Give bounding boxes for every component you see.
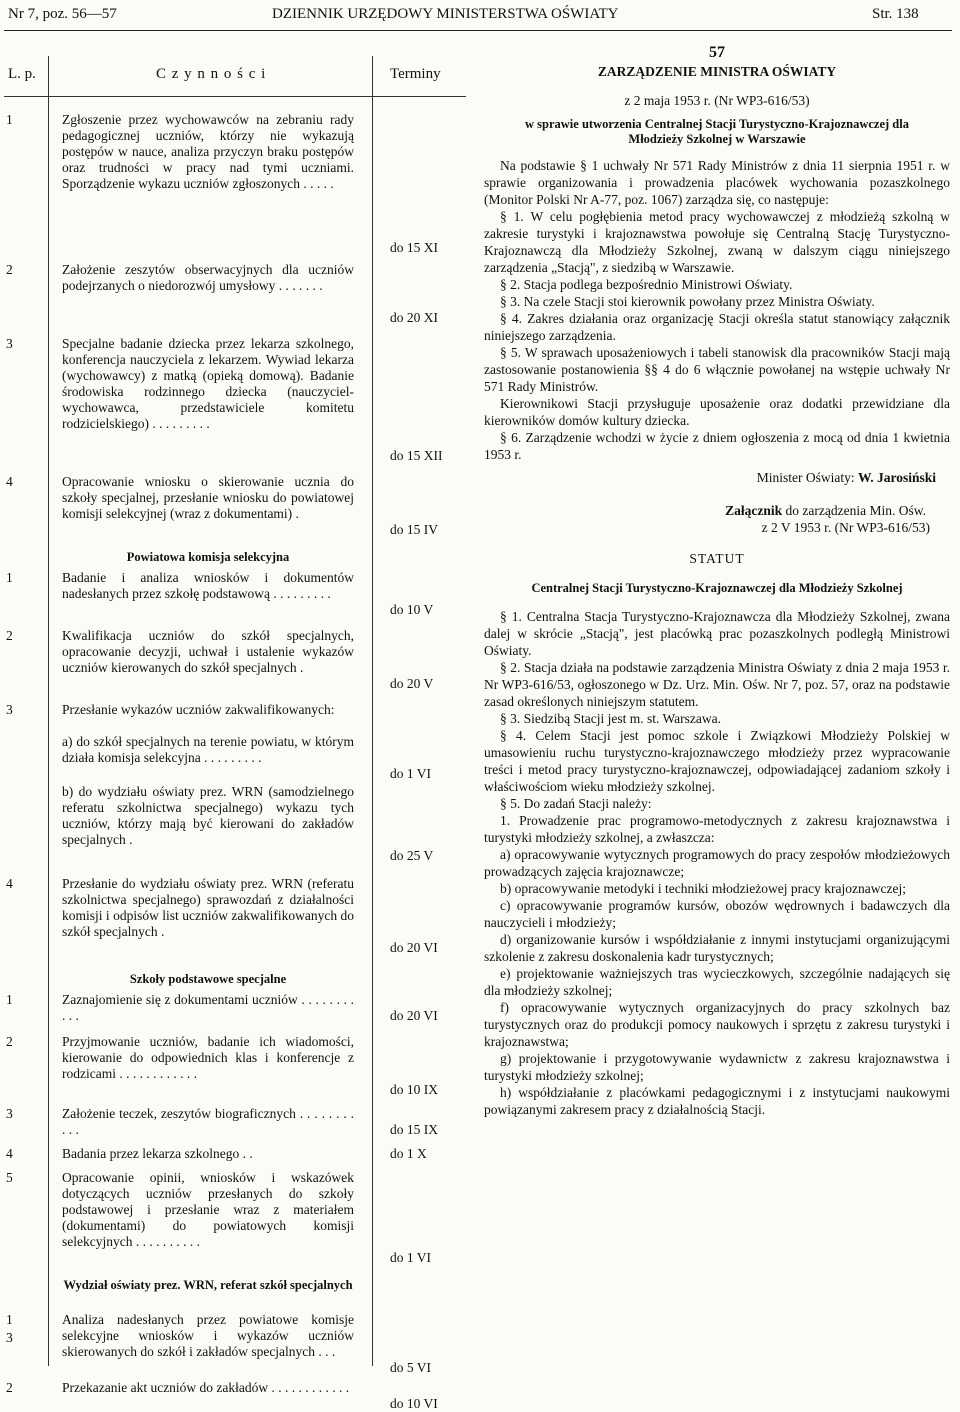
row-number: 3 — [6, 1330, 13, 1345]
table-row — [0, 876, 470, 956]
paragraph-6: § 6. Zarządzenie wchodzi w życie z dniem ogłoszenia z mocą od dnia 1 kwietnia 1953 r. — [484, 430, 950, 462]
paragraph-1: § 1. W celu pogłębienia metod pracy wychowawczej z młodzieżą szkolną w zakresie turystyki i krajoznawstwa powołuje się Centralną Stację Turystyczno-Krajoznawczą dla Młodzieży Szkolnej, zwaną w dalszym ciągu niniejszego zarządzenia „Stacją", z siedzibą w Warszawie. — [484, 209, 950, 275]
row-term: do 20 XI — [390, 310, 438, 325]
row-activity: Założenie zeszytów obserwacyjnych dla uczniów podejrzanych o niedorozwój umysłowy . . . . . . . — [62, 262, 354, 293]
table-row — [0, 628, 470, 692]
row-number: 2 — [6, 262, 13, 277]
row-number: 3 — [6, 702, 13, 717]
issue-ref: Nr 7, poz. 56—57 — [8, 6, 117, 22]
statute-item-c: c) opracowywanie programów kursów, obozów wędrownych i badawczych dla nauczycieli i młodzieży; — [484, 898, 950, 930]
table-row — [0, 784, 470, 864]
row-number: 2 — [6, 1034, 13, 1049]
row-activity: Zaznajomienie się z dokumentami uczniów . . . . . . . . . . . — [62, 992, 354, 1023]
table-row — [0, 1146, 470, 1162]
statute-item-h: h) współdziałanie z placówkami pedagogicznymi i z instytucjami naukowymi powiązanymi zakresem pracy z działalnością Stacji. — [484, 1085, 950, 1117]
paragraph-2: § 2. Stacja podlega bezpośrednio Ministrowi Oświaty. — [500, 277, 793, 292]
row-number: 1 — [6, 570, 13, 585]
row-activity: Założenie teczek, zeszytów biograficznych . . . . . . . . . . . — [62, 1106, 354, 1137]
row-term: do 10 V — [390, 602, 434, 617]
annex-label: Załącznik — [725, 503, 783, 518]
statute-item-b: b) opracowywanie metodyki i techniki młodzieżowej pracy krajoznawczej; — [500, 881, 906, 896]
row-number: 1 — [6, 992, 13, 1007]
statute-title: STATUT — [689, 551, 745, 566]
statute-paragraph-5: § 5. Do zadań Stacji należy: — [500, 796, 652, 811]
table-row — [0, 702, 470, 734]
journal-title: DZIENNIK URZĘDOWY MINISTERSTWA OŚWIATY — [272, 6, 619, 22]
statute-paragraph-4: § 4. Celem Stacji jest pomoc szkole i Związkowi Młodzieży Polskiej w umasowieniu ruchu turystyczno-krajoznawczego młodzieży przez wypracowanie treści i metod pracy turystyczno-krajoznawczej, odpowiadającej zadaniom szkoły i właściwościom wieku młodzieży szkolnej. — [484, 728, 950, 794]
row-activity: Przekazanie akt uczniów do zakładów . . . . . . . . . . . . — [62, 1380, 350, 1395]
row-activity: Analiza nadesłanych przez powiatowe komisje selekcyjne wniosków i wykazów uczniów skierowanych do szkół i zakładów specjalnych . . . — [62, 1312, 354, 1359]
statute-paragraph-1: § 1. Centralna Stacja Turystyczno-Krajoznawcza dla Młodzieży Szkolnej, zwana dalej w skrócie „Stacją", jest placówką prac pozaszkolnych podległą Ministrowi Oświaty. — [484, 609, 950, 658]
annex-reference: z 2 V 1953 r. (Nr WP3-616/53) — [761, 520, 930, 535]
row-term: do 10 IX — [390, 1082, 438, 1097]
table-row — [0, 474, 470, 538]
row-activity: Przesłanie do wydziału oświaty prez. WRN (referatu szkolnictwa specjalnego) sprawozdań z działalności komisji i odpisów list uczniów zakwalifikowanych do szkół specjalnych . — [62, 876, 354, 939]
document-number: 57 — [709, 44, 725, 61]
row-term: do 5 VI — [390, 1360, 432, 1375]
row-number: 4 — [6, 876, 13, 891]
document-intro: Na podstawie § 1 uchwały Nr 571 Rady Ministrów z dnia 11 sierpnia 1951 r. w sprawie organizowania i prowadzenia placówek wychowania pozaszkolnego (Monitor Polski Nr A-77, poz. 1067) zarządza się, co następuje: — [484, 158, 950, 207]
table-row — [0, 1380, 470, 1412]
section-heading-powiat: Powiatowa komisja selekcyjna — [126, 550, 290, 564]
section-heading-szkoly: Szkoły podstawowe specjalne — [129, 972, 287, 986]
row-activity: Zgłoszenie przez wychowawców na zebraniu rady pedagogicznej uczniów, którzy nie wykazują postępów w nauce, analiza przyczyn braku postępów oraz trudności w pracy nad tymi uczniami. Sporządzenie wykazu uczniów zgłoszonych . . . . . — [62, 112, 354, 191]
col-header-terms: Terminy — [390, 66, 441, 82]
ordinance-column — [484, 44, 950, 1118]
statute-subtitle: Centralnej Stacji Turystyczno-Krajoznawczej dla Młodzieży Szkolnej — [531, 581, 903, 595]
signature-name: W. Jarosiński — [857, 470, 936, 485]
row-term: do 15 IV — [390, 522, 438, 537]
table-row — [0, 336, 470, 464]
row-number: 1 — [6, 1312, 13, 1327]
row-number: 4 — [6, 474, 13, 489]
row-activity: Przyjmowanie uczniów, badanie ich wiadomości, kierowanie do odpowiednich klas i konferencje z rodzicami . . . . . . . . . . . . — [62, 1034, 354, 1081]
statute-paragraph-3: § 3. Siedzibą Stacji jest m. st. Warszawa. — [500, 711, 721, 726]
row-activity: Przesłanie wykazów uczniów zakwalifikowanych: — [62, 702, 335, 717]
col-header-no: L. p. — [8, 66, 36, 82]
row-term: do 15 XII — [390, 448, 443, 463]
row-term: do 25 V — [390, 848, 434, 863]
row-term: do 1 VI — [390, 766, 432, 781]
table-row — [0, 570, 470, 618]
row-activity: Badania przez lekarza szkolnego . . — [62, 1146, 253, 1161]
row-number: 5 — [6, 1170, 13, 1185]
annex-line — [484, 502, 926, 519]
row-number: 1 — [6, 112, 13, 127]
section-heading-wydzial: Wydział oświaty prez. WRN, referat szkół specjalnych — [63, 1278, 353, 1292]
signature-label: Minister Oświaty: — [756, 470, 855, 485]
statute-paragraph-2: § 2. Stacja działa na podstawie zarządzenia Ministra Oświaty z dnia 2 maja 1953 r. Nr WP3-616/53, ogłoszonego w Dz. Urz. Min. Ośw. Nr 7, poz. 57, oraz na podstawie zasad określonych niniejszym statutem. — [484, 660, 950, 709]
table-row — [0, 1034, 470, 1098]
paragraph-4: § 4. Zakres działania oraz organizację Stacji określa statut stanowiący załącznik niniejszego zarządzenia. — [484, 311, 950, 343]
statute-item-f: f) opracowywanie wytycznych organizacyjnych do pracy szkolnych baz turystycznych oraz do produkcji pomocy naukowych i sprzętu z zakresu turystyki i krajoznawstwa; — [484, 1000, 950, 1049]
table-row — [0, 992, 470, 1024]
row-activity: Opracowanie wniosku o skierowanie ucznia do szkoły specjalnej, przesłanie wniosku do powiatowej komisji selekcyjnej (wraz z dokumentami) . — [62, 474, 354, 521]
row-number: 3 — [6, 1106, 13, 1121]
row-term: do 15 XI — [390, 240, 438, 255]
statute-item-1: 1. Prowadzenie prac programowo-metodycznych z zakresu krajoznawstwa i turystyki młodzieży szkolnej, a zwłaszcza: — [484, 813, 950, 845]
row-term: do 1 X — [390, 1146, 427, 1161]
row-activity: b) do wydziału oświaty prez. WRN (samodzielnego referatu szkolnictwa specjalnego) wykazu tych uczniów, którzy mają być kierowani do zakładów specjalnych . — [62, 784, 354, 847]
annex-text: do zarządzenia Min. Ośw. — [785, 503, 926, 518]
page-number: Str. 138 — [872, 6, 919, 22]
row-number: 2 — [6, 1380, 13, 1395]
signature — [484, 469, 936, 486]
statute-item-e: e) projektowanie ważniejszych tras wycieczkowych, szczególnie nadających się dla młodzieży szkolnej; — [484, 966, 950, 998]
table-row — [0, 262, 470, 326]
row-term: do 20 VI — [390, 1008, 438, 1023]
table-row — [0, 1170, 470, 1266]
statute-item-d: d) organizowanie kursów i współdziałanie z innymi instytucjami organizującymi szkolenie z zakresu doskonalenia kadr turystycznych; — [484, 932, 950, 964]
page-header — [0, 0, 960, 30]
paragraph-5: § 5. W sprawach uposażeniowych i tabeli stanowisk dla pracowników Stacji mają zastosowanie postanowienia §§ 4 do 6 włącznie powołanej na wstępie uchwały Nr 571 Rady Ministrów. — [484, 345, 950, 394]
paragraph-3: § 3. Na czele Stacji stoi kierownik powołany przez Ministra Oświaty. — [500, 294, 875, 309]
paragraph-5b: Kierownikowi Stacji przysługuje uposażenie oraz dodatki przewidziane dla kierowników domów kultury dziecka. — [484, 396, 950, 428]
col-header-activity: C z y n n o ś c i — [156, 66, 267, 82]
row-activity: a) do szkół specjalnych na terenie powiatu, w którym działa komisja selekcyjna . . . . . . . . . — [62, 734, 354, 765]
row-number: 2 — [6, 628, 13, 643]
row-activity: Kwalifikacja uczniów do szkół specjalnych, opracowanie decyzji, uchwał i ustalenie wykazów uczniów kierowanych do szkół specjalnych . — [62, 628, 354, 675]
row-term: do 10 VI — [390, 1396, 438, 1411]
row-activity: Specjalne badanie dziecka przez lekarza szkolnego, konferencja nauczyciela z lekarzem. Wywiad lekarza (wychowawcy) z matką (opieką domową). Badanie środowiska rodzinnego dziecka (nauczyciel-wychowawca, przedstawiciele komitetu rodzicielskiego) . . . . . . . . . — [62, 336, 354, 431]
table-header-rule — [4, 96, 466, 97]
row-term: do 20 V — [390, 676, 434, 691]
table-row — [0, 1330, 470, 1362]
table-row — [0, 734, 470, 782]
row-term: do 20 VI — [390, 940, 438, 955]
document-date: z 2 maja 1953 r. (Nr WP3-616/53) — [624, 93, 810, 108]
document-subject: w sprawie utworzenia Centralnej Stacji Turystyczno-Krajoznawczej dla Młodzieży Szkolnej w Warszawie — [525, 117, 909, 146]
row-number: 3 — [6, 336, 13, 351]
row-term: do 1 VI — [390, 1250, 432, 1265]
table-row — [0, 1106, 470, 1138]
table-row — [0, 112, 470, 256]
row-number: 4 — [6, 1146, 13, 1161]
header-rule — [4, 30, 952, 31]
row-activity: Opracowanie opinii, wniosków i wskazówek dotyczących uczniów przesłanych do szkoły podstawowej i przesłanie wraz z materiałem (dokumentami) do powiatowych komisji selekcyjnych . . . . . . . . . . — [62, 1170, 354, 1249]
schedule-table — [0, 56, 470, 1411]
row-term: do 15 IX — [390, 1122, 438, 1137]
document-title: ZARZĄDZENIE MINISTRA OŚWIATY — [597, 64, 837, 79]
statute-item-g: g) projektowanie i przygotowywanie wydawnictw z zakresu krajoznawstwa i turystyki młodzieży szkolnej; — [484, 1051, 950, 1083]
statute-item-a: a) opracowywanie wytycznych programowych do pracy zespołów młodzieżowych prowadzących zajęcia krajoznawcze; — [484, 847, 950, 879]
row-activity: Badanie i analiza wniosków i dokumentów nadesłanych przez szkołę podstawową . . . . . . . . . — [62, 570, 354, 601]
